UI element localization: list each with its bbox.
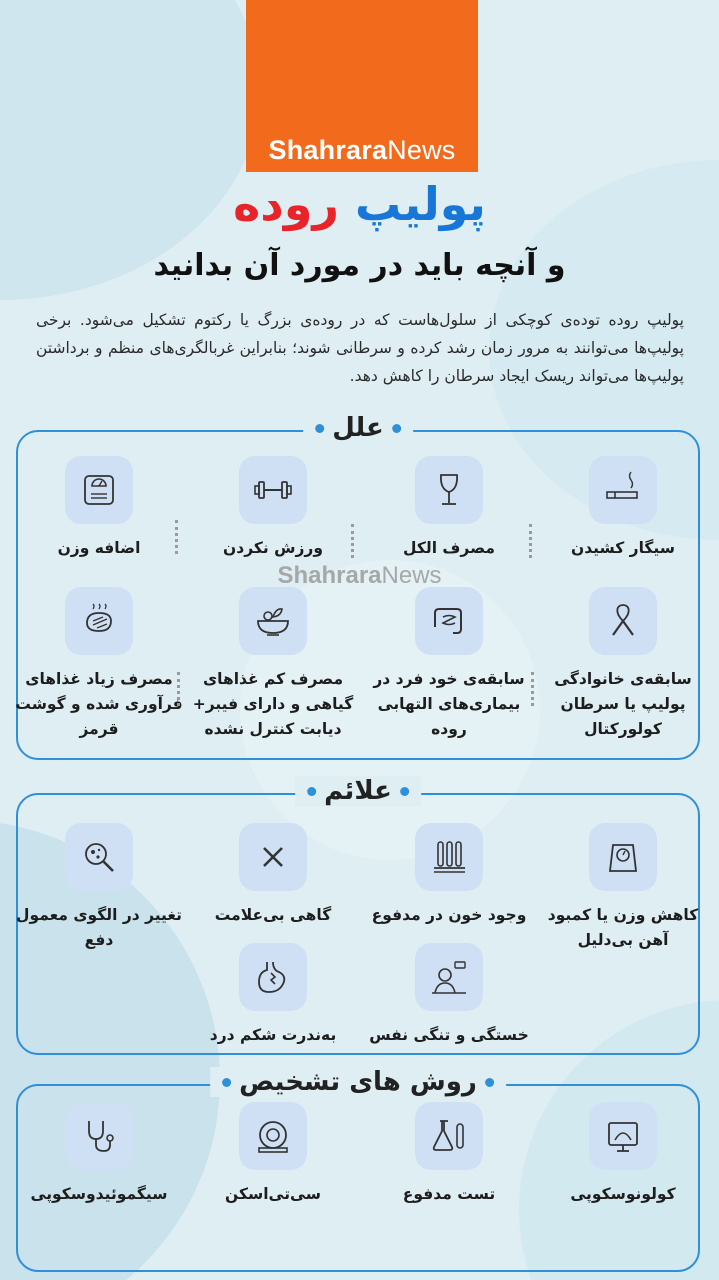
ribbon-icon [589,587,657,655]
diagnosis-item [188,1102,358,1207]
page-subtitle: و آنچه باید در مورد آن بدانید [153,248,566,283]
diagnosis-item [538,1102,708,1207]
test-tubes-icon [415,823,483,891]
divider-dots [175,520,182,554]
symptoms-section [16,776,700,1055]
steak-icon [65,587,133,655]
title-part2: روده [233,177,339,231]
page-title [0,177,719,231]
symptom-item [364,823,534,928]
wine-glass-icon [415,456,483,524]
cause-item [538,587,708,742]
symptom-item [188,943,358,1048]
causes-section-title: علل [303,413,413,443]
cause-label: سیگار کشیدن [570,539,676,557]
diagnosis-item [14,1102,184,1207]
brand-logo [246,0,478,172]
cause-item [364,456,534,561]
cause-item [364,587,534,742]
diagnosis-label: سی‌تی‌اسکن [225,1185,321,1203]
symptom-label: کاهش وزن یا کمبود آهن بی‌دلیل [547,906,699,949]
weight-scale-icon [589,823,657,891]
symptom-item [188,823,358,928]
dot-icon [485,1078,494,1087]
symptoms-section-title: علائم [295,776,421,806]
symptom-label: وجود خون در مدفوع [371,906,527,924]
divider-dots [351,524,358,558]
diagnosis-label: کولونوسکوپی [570,1185,676,1203]
cause-item [188,456,358,561]
diagnosis-section-title: روش های تشخیص [210,1067,506,1097]
symptom-label: تغییر در الگوی معمول دفع [16,906,182,949]
dot-icon [392,424,401,433]
cause-label: مصرف کم غذاهای گیاهی و دارای فیبر+ دیابت کنترل نشده [192,670,354,738]
monitor-icon [589,1102,657,1170]
cause-label: ورزش نکردن [223,539,323,557]
flask-icon [415,1102,483,1170]
brand-logo-text: ShahraraNews [268,135,456,165]
magnifier-bacteria-icon [65,823,133,891]
divider-dots [529,524,536,558]
symptom-label: به‌ندرت شکم درد [209,1026,337,1044]
watermark: ShahraraNews [277,562,442,589]
divider-dots [531,672,538,706]
dumbbell-icon [239,456,307,524]
diagnosis-section [16,1067,700,1272]
tired-person-icon [415,943,483,1011]
cause-label: سابقه‌ی خود فرد در بیماری‌های التهابی روده [373,670,525,738]
intro-paragraph: پولیپ روده توده‌ی کوچکی از سلول‌هاست که در روده‌ی بزرگ یا رکتوم تشکیل می‌شود. برخی پولیپ‌ها می‌توانند به مرور زمان رشد کرده و سرطانی شوند؛ بنابراین غربالگری‌های منظم و برداشتن پولیپ‌ها می‌تواند ریسک ایجاد سرطان را کاهش دهد. [36,311,684,385]
intestine-icon [415,587,483,655]
cause-label: مصرف زیاد غذاهای فرآوری شده و گوشت قرمز [15,670,183,738]
cause-item [538,456,708,561]
dot-icon [307,787,316,796]
symptom-label: گاهی بی‌علامت [214,906,332,924]
salad-bowl-icon [239,587,307,655]
cause-label: سابقه‌ی خانوادگی پولیپ یا سرطان کولورکتال [554,670,692,738]
diagnosis-item [364,1102,534,1207]
cause-label: مصرف الکل [403,539,495,557]
title-part1: پولیپ [355,177,486,231]
cause-item [188,587,358,742]
stomach-pain-icon [239,943,307,1011]
cause-item [14,587,184,742]
dot-icon [315,424,324,433]
symptom-item [538,823,708,953]
dot-icon [222,1078,231,1087]
dot-icon [400,787,409,796]
ct-scanner-icon [239,1102,307,1170]
symptom-label: خستگی و تنگی نفس [369,1026,529,1044]
close-icon [239,823,307,891]
diagnosis-label: تست مدفوع [402,1185,496,1203]
cause-item [14,456,184,561]
symptom-item [364,943,534,1048]
cigarette-icon [589,456,657,524]
causes-section [15,413,700,760]
stethoscope-icon [65,1102,133,1170]
cause-label: اضافه وزن [57,539,141,557]
divider-dots [177,672,184,706]
diagnosis-label: سیگموئیدوسکوپی [30,1185,168,1203]
scale-icon [65,456,133,524]
symptom-item [14,823,184,953]
